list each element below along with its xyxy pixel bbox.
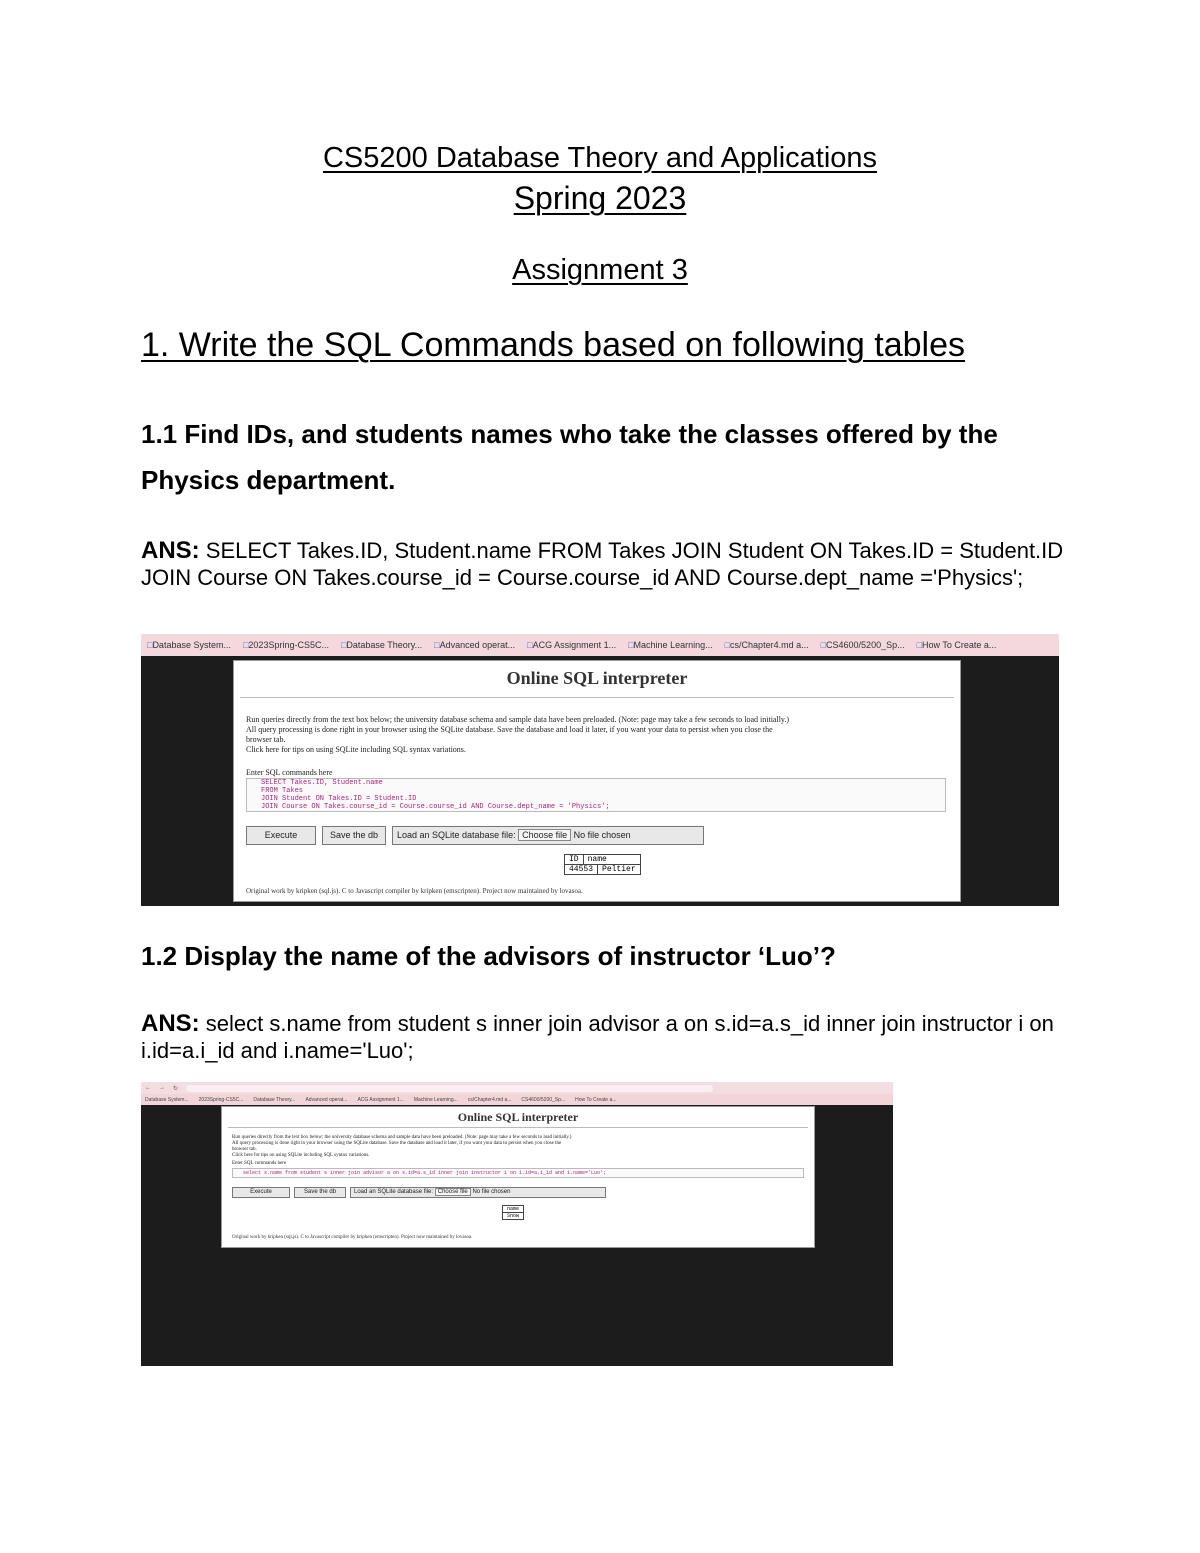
assignment-title: Assignment 3 [512,254,688,286]
browser-toolbar [141,1082,893,1094]
choose-file-button[interactable]: Choose file [518,829,571,841]
choose-file-button[interactable]: Choose file [435,1188,471,1196]
interpreter-title: Online SQL interpreter [457,1110,579,1124]
address-bar[interactable] [186,1085,713,1092]
course-title: CS5200 Database Theory and Applications [322,142,878,174]
interpreter-title: Online SQL interpreter [506,668,688,688]
table-header: name [503,1206,523,1213]
bookmark-item[interactable]: □ Database Theory... [341,640,422,650]
bookmark-item[interactable]: □ Database System... [147,640,231,650]
code-line: select s.name from student s inner join advisor a on s.id=a.s_id inner join instructor i on i.id=a.i_id and i.name='Luo'; [243,1170,607,1176]
sql-editor[interactable] [232,1168,804,1178]
enter-label: Enter SQL commands here [246,768,333,777]
result-table [564,854,641,875]
bookmark-item[interactable]: Advanced operat... [305,1096,348,1103]
question-1-1: 1.1 Find IDs, and students names who take the classes offered by the Physics department. [141,419,998,495]
credit-text: Original work by kripken (sql.js). C to Javascript compiler by kripken (emscripten). Project now maintained by lovasoa. [232,1235,473,1240]
code-line: JOIN Student ON Takes.ID = Student.ID [261,795,417,803]
answer-1-2 [141,1010,1066,1064]
screenshot-2 [141,1082,893,1366]
bookmark-item[interactable]: □ ACG Assignment 1... [527,640,616,650]
section-heading: 1. Write the SQL Commands based on following tables [141,326,965,364]
answer-1-1-text: SELECT Takes.ID, Student.name FROM Takes JOIN Student ON Takes.ID = Student.ID JOIN Course ON Takes.course_id = Course.course_id AND Course.dept_name ='Physics'; [141,538,1064,590]
back-icon[interactable]: ← [145,1085,151,1091]
bookmark-item[interactable]: CS4600/5200_Sp... [521,1096,566,1103]
bookmark-item[interactable]: □ How To Create a... [917,640,997,650]
intro-text: Run queries directly from the text box below; the university database schema and sample data have been preloaded. (Note: page may take a few seconds to load initially.) All query processing is done right in your browser using the SQLite database. Save the database and load it later, if you want your data to persist when you close the browser tab. Click here for tips on using SQLite including SQL syntax variations. [232,1135,572,1158]
code-line: SELECT Takes.ID, Student.name [261,779,383,787]
table-row: 44553 Peltier [565,865,640,874]
bookmark-item[interactable]: ACG Assignment 1... [357,1096,404,1103]
question-1-2: 1.2 Display the name of the advisors of instructor ‘Luo’? [141,941,836,971]
enter-label: Enter SQL commands here [232,1161,287,1166]
load-label: Load an SQLite database file: [397,830,516,840]
table-row: Snow [507,1213,520,1219]
execute-button[interactable]: Execute [246,826,316,845]
bookmark-item[interactable]: cs/Chapter4.md a... [467,1096,512,1103]
screenshot-1 [141,634,1059,906]
bookmark-item[interactable]: How To Create a... [575,1096,617,1103]
bookmark-item[interactable]: □ cs/Chapter4.md a... [725,640,809,650]
reload-icon[interactable]: ↻ [173,1085,179,1092]
save-db-button[interactable]: Save the db [322,826,386,845]
table-header: ID name [565,855,640,865]
ans-label: ANS: [141,537,200,564]
load-db-field[interactable] [350,1187,606,1198]
bookmark-item[interactable]: 2023Spring-CS5C... [198,1096,244,1103]
no-file-text: No file chosen [472,1189,511,1195]
bookmark-item[interactable]: □ Machine Learning... [628,640,713,650]
bookmark-item[interactable]: Machine Learning... [413,1096,458,1103]
ans-label: ANS: [141,1010,200,1037]
bookmarks-bar [141,1094,893,1105]
answer-1-1 [141,537,1066,591]
code-line: FROM Takes [261,787,304,795]
answer-1-2-text: select s.name from student s inner join advisor a on s.id=a.s_id inner join instructor i on i.id=a.i_id and i.name='Luo'; [141,1011,1054,1063]
bookmark-item[interactable]: Database Theory... [253,1096,296,1103]
result-table [502,1205,524,1220]
sql-interpreter-panel [233,660,961,902]
no-file-text: No file chosen [573,830,631,840]
save-db-button[interactable]: Save the db [294,1187,346,1198]
bookmark-item[interactable]: □ Advanced operat... [434,640,515,650]
code-line: JOIN Course ON Takes.course_id = Course.course_id AND Course.dept_name = 'Physics'; [261,803,610,811]
bookmark-item[interactable]: Database System... [145,1096,189,1103]
bookmark-item[interactable]: □ CS4600/5200_Sp... [821,640,905,650]
load-label: Load an SQLite database file: [354,1189,434,1195]
credit-text: Original work by kripken (sql.js). C to Javascript compiler by kripken (emscripten). Project now maintained by lovasoa. [246,887,583,895]
bookmarks-bar [141,634,1059,656]
term-title: Spring 2023 [513,180,687,216]
forward-icon[interactable]: → [159,1085,165,1091]
intro-text: Run queries directly from the text box below; the university database schema and sample data have been preloaded. (Note: page may take a few seconds to load initially.) All query processing is done right in your browser using the SQLite database. Save the database and load it later, if you want your data to persist when you close the browser tab. Click here for tips on using SQLite including SQL syntax variations. [246,715,790,754]
bookmark-item[interactable]: □ 2023Spring-CS5C... [243,640,329,650]
execute-button[interactable]: Execute [232,1187,290,1198]
sql-editor[interactable] [246,778,946,812]
sql-interpreter-panel [221,1106,815,1248]
load-db-field[interactable] [392,826,704,845]
